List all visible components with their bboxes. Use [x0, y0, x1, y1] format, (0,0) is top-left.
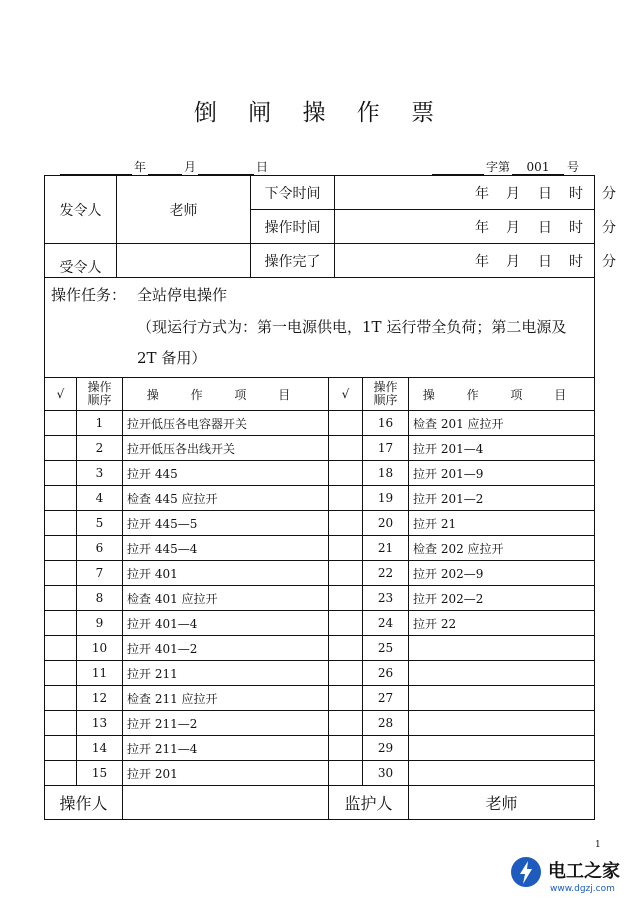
seq-number: 17	[363, 436, 409, 461]
seq-number: 26	[363, 661, 409, 686]
seq-column-header: 操作 顺序	[77, 378, 123, 411]
check-cell	[329, 611, 363, 636]
seq-number: 11	[77, 661, 123, 686]
operations-table	[44, 377, 595, 786]
item-column-header: 操 作 项 目	[409, 378, 595, 411]
finish-time-label: 操作完了	[251, 244, 335, 278]
operation-item: 拉开 211—2	[123, 711, 329, 736]
watermark-name: 电工之家	[548, 861, 620, 882]
operation-item	[409, 686, 595, 711]
year-blank	[60, 160, 132, 175]
day-blank	[198, 160, 254, 175]
operate-time-label: 操作时间	[251, 210, 335, 244]
operation-item: 拉开 201—9	[409, 461, 595, 486]
check-cell	[45, 536, 77, 561]
operation-item: 检查 445 应拉开	[123, 486, 329, 511]
seq-column-header: 操作 顺序	[363, 378, 409, 411]
seq-number: 25	[363, 636, 409, 661]
operation-item: 拉开 202—9	[409, 561, 595, 586]
seq-number: 19	[363, 486, 409, 511]
check-cell	[45, 736, 77, 761]
ticket-number: 001	[512, 160, 564, 175]
item-column-header: 操 作 项 目	[123, 378, 329, 411]
supervisor-label: 监护人	[329, 786, 409, 820]
ticket-suffix: 号	[567, 160, 580, 174]
page-number: 1	[595, 840, 601, 850]
seq-number: 14	[77, 736, 123, 761]
seq-number: 1	[77, 411, 123, 436]
check-cell	[329, 436, 363, 461]
seq-number: 8	[77, 586, 123, 611]
table-row	[45, 436, 595, 461]
lightning-bolt-icon	[511, 857, 541, 887]
check-cell	[329, 561, 363, 586]
check-cell	[329, 536, 363, 561]
seq-number: 23	[363, 586, 409, 611]
check-cell	[45, 611, 77, 636]
table-row	[45, 736, 595, 761]
check-cell	[329, 411, 363, 436]
finish-time-value: 年 月 日 时 分	[335, 244, 595, 278]
operation-item: 拉开低压各电容器开关	[123, 411, 329, 436]
operation-item: 拉开 445	[123, 461, 329, 486]
seq-number: 29	[363, 736, 409, 761]
operation-item: 检查 201 应拉开	[409, 411, 595, 436]
check-cell	[329, 461, 363, 486]
seq-number: 9	[77, 611, 123, 636]
operation-item	[409, 761, 595, 786]
ticket-prefix: 字第	[486, 160, 511, 174]
check-cell	[329, 511, 363, 536]
operation-item	[409, 661, 595, 686]
check-cell	[45, 411, 77, 436]
task-note-line2: 2T 备用）	[137, 349, 207, 367]
check-cell	[45, 486, 77, 511]
order-time-value: 年 月 日 时 分	[335, 176, 595, 210]
seq-number: 2	[77, 436, 123, 461]
operation-item: 拉开 211—4	[123, 736, 329, 761]
operation-item: 拉开 21	[409, 511, 595, 536]
operation-item: 拉开 445—4	[123, 536, 329, 561]
operation-item: 拉开 202—2	[409, 586, 595, 611]
table-row	[45, 636, 595, 661]
date-line	[47, 158, 581, 176]
check-cell	[45, 761, 77, 786]
month-blank	[148, 160, 182, 175]
receiver-name	[117, 244, 251, 278]
check-cell	[329, 686, 363, 711]
check-cell	[329, 711, 363, 736]
check-column-header: √	[329, 378, 363, 411]
operator-name	[123, 786, 329, 820]
seq-number: 3	[77, 461, 123, 486]
seq-number: 6	[77, 536, 123, 561]
task-label: 操作任务：	[51, 286, 127, 304]
operation-item: 拉开 401—4	[123, 611, 329, 636]
check-cell	[45, 586, 77, 611]
table-row	[45, 511, 595, 536]
task-value: 全站停电操作	[137, 286, 228, 304]
issuer-name: 老师	[117, 176, 251, 244]
table-row	[45, 411, 595, 436]
table-row	[45, 486, 595, 511]
check-cell	[45, 636, 77, 661]
table-row	[45, 761, 595, 786]
task-note-line1: （现运行方式为：第一电源供电，1T 运行带全负荷；第二电源及	[137, 318, 567, 336]
seq-number: 28	[363, 711, 409, 736]
supervisor-name: 老师	[409, 786, 595, 820]
seq-number: 7	[77, 561, 123, 586]
operation-item	[409, 736, 595, 761]
table-row	[45, 611, 595, 636]
check-cell	[45, 711, 77, 736]
seq-number: 27	[363, 686, 409, 711]
seq-number: 21	[363, 536, 409, 561]
check-cell	[45, 686, 77, 711]
operation-item: 拉开 445—5	[123, 511, 329, 536]
ticket-title: 倒 闸 操 作 票	[193, 100, 447, 126]
table-row	[45, 686, 595, 711]
order-time-label: 下令时间	[251, 176, 335, 210]
table-row	[45, 711, 595, 736]
check-cell	[45, 661, 77, 686]
signature-table	[44, 785, 595, 820]
operation-item: 拉开 201—4	[409, 436, 595, 461]
table-row	[45, 561, 595, 586]
watermark-url: www.dgzj.com	[550, 884, 615, 894]
check-cell	[329, 636, 363, 661]
operation-item: 拉开 22	[409, 611, 595, 636]
check-cell	[329, 736, 363, 761]
seq-number: 12	[77, 686, 123, 711]
seq-number: 30	[363, 761, 409, 786]
operation-item: 拉开 201—2	[409, 486, 595, 511]
check-column-header: √	[45, 378, 77, 411]
operation-item	[409, 636, 595, 661]
operation-item: 检查 202 应拉开	[409, 536, 595, 561]
task-section	[44, 277, 595, 377]
seq-number: 18	[363, 461, 409, 486]
seq-number: 5	[77, 511, 123, 536]
seq-number: 13	[77, 711, 123, 736]
year-label: 年	[134, 160, 147, 174]
operator-label: 操作人	[45, 786, 123, 820]
check-cell	[329, 586, 363, 611]
check-cell	[329, 661, 363, 686]
seq-number: 15	[77, 761, 123, 786]
operation-item: 拉开 401—2	[123, 636, 329, 661]
header-table	[44, 175, 616, 278]
issuer-label: 发令人	[45, 176, 117, 244]
ticket-prefix-blank	[432, 160, 484, 175]
check-cell	[45, 461, 77, 486]
check-cell	[45, 561, 77, 586]
receiver-label: 受令人	[45, 244, 117, 278]
seq-number: 20	[363, 511, 409, 536]
day-label: 日	[256, 160, 269, 174]
seq-number: 4	[77, 486, 123, 511]
operation-item: 拉开低压各出线开关	[123, 436, 329, 461]
check-cell	[329, 486, 363, 511]
operation-item: 检查 211 应拉开	[123, 686, 329, 711]
seq-number: 22	[363, 561, 409, 586]
operate-time-value: 年 月 日 时 分	[335, 210, 595, 244]
operation-item: 拉开 211	[123, 661, 329, 686]
table-row	[45, 461, 595, 486]
check-cell	[329, 761, 363, 786]
check-cell	[45, 511, 77, 536]
watermark-logo	[508, 853, 636, 903]
operation-item: 检查 401 应拉开	[123, 586, 329, 611]
table-row	[45, 586, 595, 611]
table-row	[45, 536, 595, 561]
check-cell	[45, 436, 77, 461]
month-label: 月	[184, 160, 197, 174]
seq-number: 10	[77, 636, 123, 661]
operation-item: 拉开 201	[123, 761, 329, 786]
operation-item: 拉开 401	[123, 561, 329, 586]
operation-item	[409, 711, 595, 736]
seq-number: 24	[363, 611, 409, 636]
table-row	[45, 661, 595, 686]
seq-number: 16	[363, 411, 409, 436]
